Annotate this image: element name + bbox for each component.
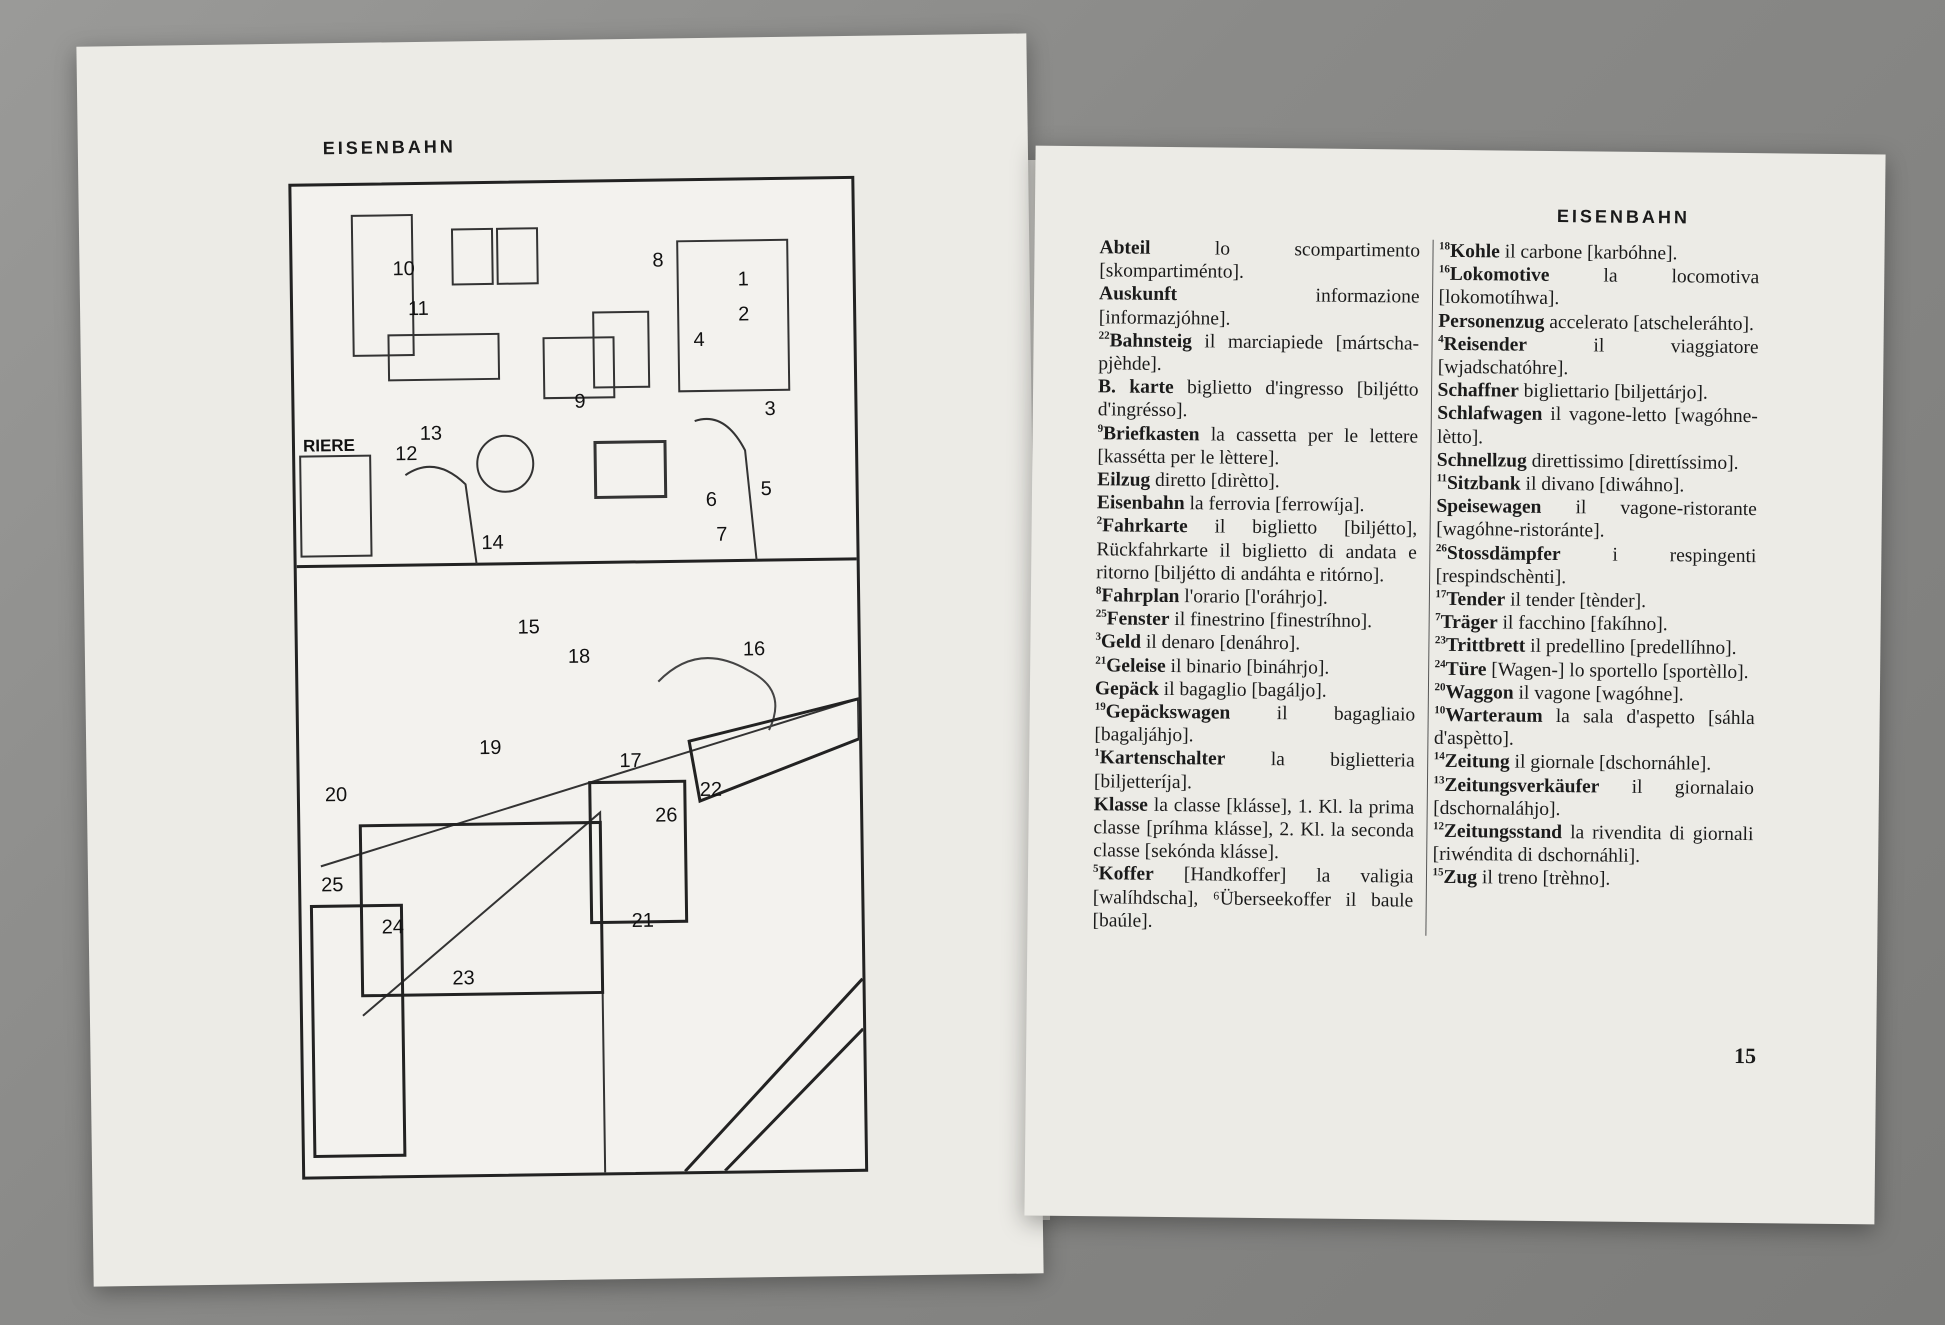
entry-headword: Lokomotive [1449,264,1550,287]
entry-translation: la classe [klásse], 1. Kl. la prima classe [príhma klásse], 2. Kl. la seconda classe [sekónda klásse]. [1093,794,1415,864]
illustration-label: 16 [742,638,766,661]
entry-headword: Fenster [1106,608,1170,631]
entry-headword: Eisenbahn [1096,492,1185,515]
entry-headword: Kartenschalter [1099,747,1226,771]
entry-headword: Klasse [1093,794,1149,816]
vocabulary-columns [1092,236,1759,939]
illustration-label: 7 [716,523,728,546]
entry-headword: Sitzbank [1446,472,1521,495]
entry-headword: Abteil [1099,237,1151,259]
entry-headword: Träger [1440,612,1498,634]
illustration-label: 9 [574,390,586,413]
vocabulary-entry [1096,584,1417,611]
entry-headword: B. karte [1097,376,1174,399]
entry-headword: Briefkasten [1103,422,1200,445]
vocabulary-entry [1094,700,1415,750]
illustration-label: 14 [481,531,504,555]
entry-number: 14 [1433,750,1445,763]
entry-headword: Bahnsteig [1109,330,1193,353]
illustration-label: 11 [407,297,430,321]
vocabulary-entry [1435,634,1756,661]
illustration-label: 17 [619,749,642,773]
vocabulary-entry [1434,704,1755,754]
vocabulary-entry [1096,515,1417,588]
illustration-label: 2 [738,303,750,326]
entry-translation: il bagagliaio [bagaljáhjo]. [1094,702,1416,747]
entry-number: 1 [1094,747,1100,760]
entry-number: 11 [1436,472,1448,485]
vocabulary-entry [1099,283,1420,333]
right-page [1024,146,1885,1225]
entry-translation: il marciapiede [mártscha-pjèhde]. [1098,331,1420,375]
entry-headword: Reisender [1443,333,1528,356]
entry-number: 2 [1096,515,1103,528]
entry-headword: Auskunft [1098,283,1178,306]
entry-headword: Stossdämpfer [1446,542,1561,565]
entry-headword: Koffer [1098,863,1154,886]
entry-translation: i respingenti [respindschènti]. [1435,543,1757,589]
vocabulary-column-left [1092,236,1420,935]
entry-translation: biglietto d'ingresso [biljétto d'ingrésso]. [1097,377,1419,422]
entry-number: 4 [1438,333,1444,346]
entry-headword: Schlafwagen [1437,403,1543,426]
entry-translation: il carbone [karbóhne]. [1499,241,1678,265]
vocabulary-entry [1436,495,1757,545]
entry-number: 12 [1432,820,1445,833]
illustration-label: RIERE [302,435,356,456]
illustration-label: 25 [320,874,344,897]
illustration-label: 10 [392,257,415,281]
entry-headword: Warteraum [1445,704,1543,727]
entry-translation: il giornalaio [dschornaláhjo]. [1433,776,1755,820]
entry-translation: la ferrovia [ferrowíja]. [1184,493,1365,517]
illustration-label: 19 [479,736,502,760]
entry-translation: il vagone [wagóhne]. [1513,682,1684,706]
entry-headword: Tender [1446,588,1506,611]
vocabulary-entry [1434,681,1755,708]
entry-headword: Zeitungsverkäufer [1444,774,1600,798]
entry-number: 13 [1433,773,1445,787]
illustration-label: 15 [517,616,540,639]
entry-translation: il biglietto [biljétto], Rückfahrkarte il biglietto di andata e ritorno [biljétto di andáhta e ritórno]. [1096,516,1418,587]
vocabulary-entry [1439,240,1760,267]
illustration-label: 22 [699,778,723,802]
entry-translation: il treno [trèhno]. [1476,867,1611,891]
entry-headword: Geld [1100,631,1142,654]
illustration-label: 20 [324,783,348,807]
entry-headword: Zug [1443,867,1478,889]
entry-headword: Zeitung [1444,751,1510,774]
entry-number: 22 [1098,329,1110,342]
vocabulary-entry [1095,631,1416,658]
illustration-label: 12 [394,442,418,466]
entry-translation: lo scompartimento [skompartiménto]. [1099,237,1421,283]
vocabulary-entry [1437,379,1758,406]
vocabulary-entry [1096,607,1417,634]
railway-illustration [288,176,868,1180]
entry-number: 24 [1434,657,1446,671]
entry-translation: il binario [bináhrjo]. [1165,655,1330,679]
illustration-drawing [291,179,865,1177]
left-page [76,33,1043,1286]
vocabulary-entry [1099,236,1420,286]
illustration-label: 3 [764,397,776,421]
illustration-label: 18 [567,645,591,668]
entry-translation: il predellino [predellíhno]. [1525,636,1737,660]
entry-translation: direttissimo [direttíssimo]. [1526,450,1739,474]
entry-headword: Zeitungsstand [1443,820,1563,844]
entry-translation: il giornale [dschornáhle]. [1509,752,1712,776]
entry-number: 18 [1439,240,1451,253]
entry-translation: informazione [informazjóhne]. [1098,284,1420,330]
illustration-label: 26 [655,804,678,827]
entry-translation: l'orario [l'oráhrjo]. [1179,586,1328,609]
illustration-label: 1 [737,268,749,291]
entry-translation: il vagone-ristorante [wagóhne-ristoránte]. [1436,497,1757,542]
vocabulary-entry [1437,402,1758,452]
entry-headword: Schnellzug [1436,449,1527,472]
illustration-label: 5 [760,478,772,501]
entry-number: 23 [1434,634,1447,647]
entry-translation: il facchino [fakíhno]. [1497,612,1668,636]
vocabulary-entry [1097,422,1418,472]
vocabulary-entry [1093,793,1414,866]
entry-headword: Schaffner [1437,380,1519,402]
entry-headword: Kohle [1449,240,1500,263]
entry-number: 8 [1095,584,1102,597]
entry-translation: la locomotiva [lokomotíhwa]. [1438,265,1760,310]
entry-translation: accelerato [atscheleráhto]. [1544,311,1755,335]
vocabulary-entry [1437,449,1758,476]
page-number: 15 [1734,1042,1757,1069]
entry-number: 15 [1432,866,1444,879]
illustration-label: 23 [452,967,475,990]
vocabulary-column-right [1425,240,1760,939]
entry-number: 10 [1434,704,1446,717]
entry-translation: la sala d'aspetto [sáhla d'aspètto]. [1433,705,1755,750]
vocabulary-entry [1097,468,1418,495]
vocabulary-entry [1097,491,1418,518]
vocabulary-entry [1095,677,1416,704]
vocabulary-entry [1098,375,1419,425]
entry-headword: Geleise [1106,655,1166,677]
right-running-head: EISENBAHN [1556,206,1691,228]
entry-headword: Fahrplan [1101,585,1180,608]
entry-headword: Gepäckswagen [1105,701,1231,724]
vocabulary-entry [1433,820,1754,870]
entry-number: 26 [1435,541,1447,555]
entry-headword: Gepäck [1094,678,1159,700]
entry-translation: [Handkoffer] la valigia [walíhdscha], ⁶Überseekoffer il baule [baúle]. [1092,864,1414,932]
vocabulary-entry [1438,333,1759,383]
left-running-head: EISENBAHN [322,136,456,159]
entry-number: 17 [1435,588,1447,601]
entry-number: 21 [1095,654,1107,667]
vocabulary-entry [1435,588,1756,615]
entry-translation: la biglietteria [biljetteríja]. [1093,749,1415,793]
entry-number: 20 [1434,681,1446,694]
entry-number: 9 [1097,422,1104,435]
entry-translation: il divano [diwáhno]. [1520,473,1685,497]
vocabulary-entry [1433,773,1754,823]
illustration-label: 24 [381,916,405,939]
entry-headword: Waggon [1445,681,1514,704]
entry-number: 25 [1095,607,1107,621]
entry-number: 5 [1092,863,1099,876]
entry-translation: la cassetta per le lettere [kassétta per le lèttere]. [1097,423,1419,469]
entry-headword: Trittbrett [1445,635,1526,658]
entry-number: 3 [1095,631,1102,644]
illustration-label: 6 [705,488,718,511]
illustration-label: 8 [652,249,664,272]
illustration-label: 21 [631,909,655,933]
vocabulary-entry [1438,263,1759,313]
entry-headword: Fahrkarte [1102,515,1188,538]
entry-number: 7 [1435,611,1441,624]
entry-translation: il finestrino [finestríhno]. [1169,609,1373,633]
vocabulary-entry [1434,750,1755,777]
vocabulary-entry [1098,329,1419,379]
entry-translation: il viaggiatore [wjadschatóhre]. [1437,334,1759,380]
entry-translation: il vagone-letto [wagóhne-lètto]. [1436,404,1758,448]
entry-translation: il denaro [denáhro]. [1140,632,1301,655]
entry-translation: la rivendita di giornali [riwéndita di dschornáhli]. [1432,822,1754,868]
illustration-label: 4 [693,328,705,352]
vocabulary-entry [1094,747,1415,797]
entry-headword: Türe [1445,658,1487,680]
entry-number: 19 [1094,700,1106,713]
vocabulary-entry [1438,309,1759,336]
vocabulary-entry [1436,541,1757,591]
entry-translation: il tender [tènder]. [1505,589,1647,613]
entry-translation: il bagaglio [bagáljo]. [1158,678,1327,702]
entry-headword: Eilzug [1097,469,1151,491]
vocabulary-entry [1435,611,1756,638]
illustration-label: 13 [419,422,443,445]
entry-number: 16 [1438,263,1450,276]
vocabulary-entry [1435,657,1756,684]
vocabulary-entry [1092,863,1413,936]
vocabulary-entry [1432,866,1753,893]
vocabulary-entry [1436,472,1757,499]
entry-translation: [Wagen-] lo sportello [sportèllo]. [1486,658,1749,683]
entry-headword: Personenzug [1438,310,1545,333]
entry-headword: Speisewagen [1436,496,1542,519]
entry-translation: bigliettario [biljettárjo]. [1518,380,1708,404]
entry-translation: diretto [dirètto]. [1150,469,1280,493]
vocabulary-entry [1095,654,1416,681]
